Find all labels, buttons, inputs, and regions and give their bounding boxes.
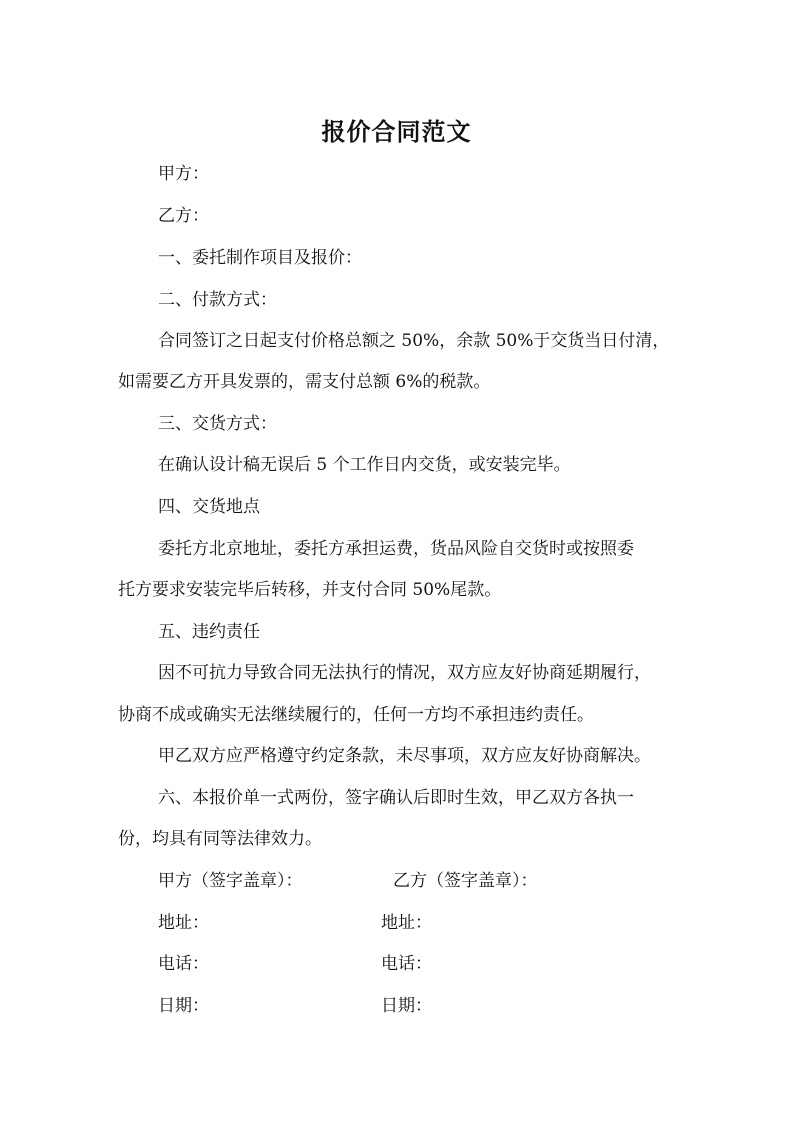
party-b-phone-label: 电话：	[381, 954, 432, 974]
party-a-label: 甲方：	[158, 164, 209, 184]
party-a-phone-label: 电话：	[158, 954, 209, 974]
party-b-date-label: 日期：	[381, 996, 432, 1016]
section-5-heading: 五、违约责任	[158, 622, 260, 642]
place-text-line-1: 委托方北京地址，委托方承担运费，货品风险自交货时或按照委	[158, 539, 634, 559]
party-b-address-label: 地址：	[381, 913, 432, 933]
section-6-line-1: 六、本报价单一式两份，签字确认后即时生效，甲乙双方各执一	[158, 788, 634, 808]
section-6-line-2: 份，均具有同等法律效力。	[118, 829, 322, 849]
party-a-address-label: 地址：	[158, 913, 209, 933]
payment-text-line-2: 如需要乙方开具发票的，需支付总额 6%的税款。	[118, 372, 491, 392]
party-b-signature-label: 乙方（签字盖章）：	[393, 871, 538, 891]
party-a-signature-label: 甲方（签字盖章）：	[158, 871, 303, 891]
delivery-text-line-1: 在确认设计稿无误后 5 个工作日内交货，或安装完毕。	[158, 455, 571, 475]
place-text-line-2: 托方要求安装完毕后转移，并支付合同 50%尾款。	[118, 580, 502, 600]
section-1-heading: 一、委托制作项目及报价：	[158, 248, 362, 268]
section-2-heading: 二、付款方式：	[158, 290, 277, 310]
page-title: 报价合同范文	[321, 117, 472, 146]
section-4-heading: 四、交货地点	[158, 497, 260, 517]
payment-text-line-1: 合同签订之日起支付价格总额之 50%，余款 50%于交货当日付清，	[158, 331, 670, 351]
breach-text-line-1: 因不可抗力导致合同无法执行的情况，双方应友好协商延期履行，	[158, 663, 651, 683]
section-3-heading: 三、交货方式：	[158, 414, 277, 434]
party-b-label: 乙方：	[158, 206, 209, 226]
breach-text-line-2: 协商不成或确实无法继续履行的，任何一方均不承担违约责任。	[118, 705, 594, 725]
breach-text-line-3: 甲乙双方应严格遵守约定条款，未尽事项，双方应友好协商解决。	[158, 746, 651, 766]
party-a-date-label: 日期：	[158, 996, 209, 1016]
